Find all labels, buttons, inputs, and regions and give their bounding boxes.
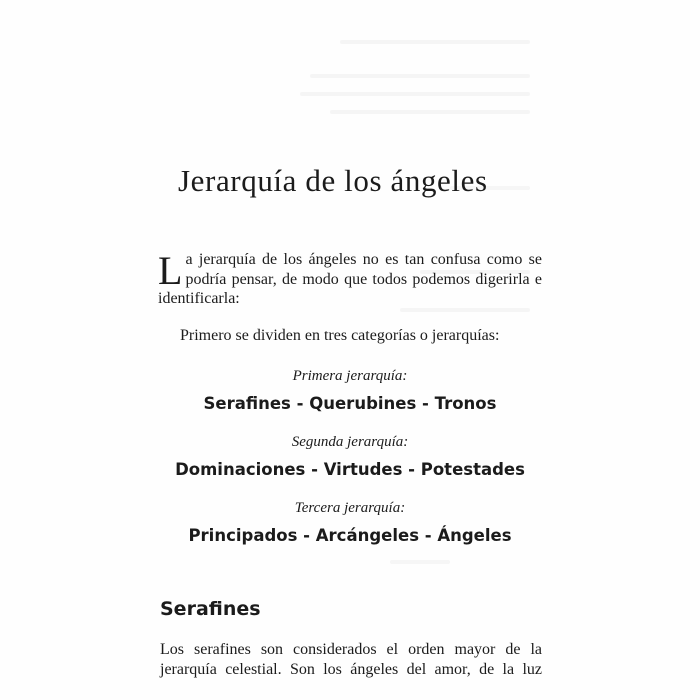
hierarchy-choirs-first: Serafines - Querubines - Tronos xyxy=(203,394,497,413)
drop-cap: L xyxy=(158,248,183,293)
hierarchy-label-second: Segunda jerarquía: xyxy=(291,434,409,450)
hierarchy-choirs-second: Dominaciones - Virtudes - Potestades xyxy=(175,460,525,479)
hierarchy-label-third: Tercera jerarquía: xyxy=(294,500,406,516)
categories-lead: Primero se dividen en tres categorías o jerarquías: xyxy=(180,327,500,344)
section-heading: Serafines xyxy=(160,597,261,620)
section-paragraph: Los serafines son considerados el orden mayor de la jerarquía celestial. Son los ángeles del amor, de la luz xyxy=(160,641,542,678)
chapter-title: Jerarquía de los ángeles xyxy=(178,162,488,198)
intro-paragraph xyxy=(158,250,542,309)
hierarchy-label-first: Primera jerarquía: xyxy=(292,368,408,384)
intro-text: a jerarquía de los ángeles no es tan confusa como se podría pensar, de modo que todos podemos digerirla e identificarla: xyxy=(158,251,542,307)
hierarchy-choirs-third: Principados - Arcángeles - Ángeles xyxy=(188,526,512,545)
